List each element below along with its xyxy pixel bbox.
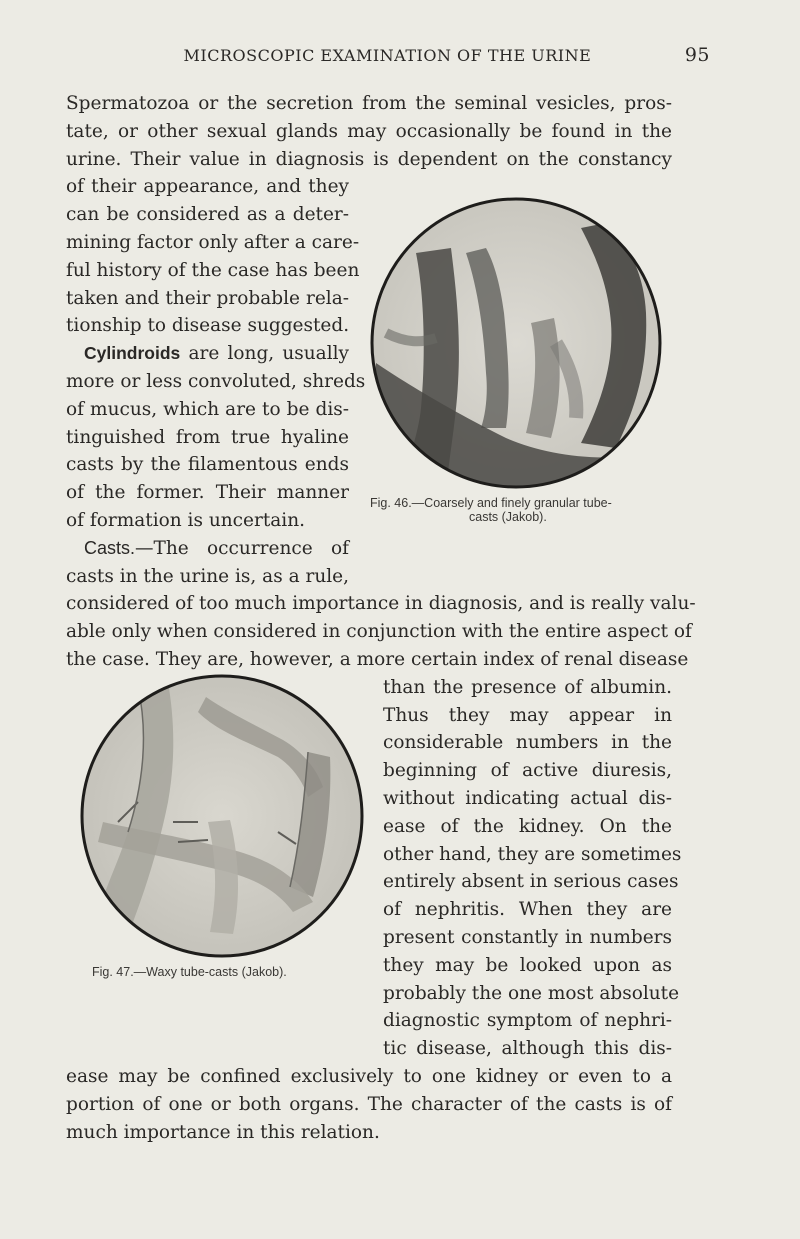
text-line: Thus they may appear in: [383, 704, 672, 726]
text-line: without indicating actual dis-: [383, 787, 672, 809]
text-line: probably the one most absolute: [383, 982, 680, 1004]
figure-46-caption-line1: Fig. 46.—Coarsely and finely granular tube-: [370, 496, 612, 510]
text-line: beginning of active diuresis,: [383, 760, 672, 782]
text-line: of nephritis. When they are: [383, 899, 672, 921]
text-line: more or less convoluted, shreds: [66, 370, 366, 392]
paragraph-spermatozoa-continued: [66, 173, 360, 340]
text-line: tic disease, although this dis-: [383, 1038, 672, 1060]
text-line: can be considered as a deter-: [66, 204, 349, 226]
text-line: Casts.—The occurrence of: [84, 537, 349, 559]
text-line: tionship to disease suggested.: [66, 315, 350, 337]
text-line: considered of too much importance in diagnosis, and is really valu-: [66, 593, 696, 615]
figure-47-caption: Fig. 47.—Waxy tube-casts (Jakob).: [92, 965, 287, 979]
text-line: able only when considered in conjunction with the entire aspect of: [66, 621, 692, 643]
text-line: ease may be confined exclusively to one kidney or even to a: [66, 1066, 672, 1087]
text-line: Cylindroids are long, usually: [84, 343, 349, 365]
paragraph-casts-end: [66, 1063, 672, 1146]
text-line: other hand, they are sometimes: [383, 843, 682, 865]
cylindroids-heading: Cylindroids: [84, 343, 181, 364]
text-line: diagnostic symptom of nephri-: [383, 1010, 672, 1032]
text-line: Spermatozoa or the secretion from the seminal vesicles, pros-: [66, 93, 672, 114]
text-line: entirely absent in serious cases: [383, 871, 679, 893]
text-line: the case. They are, however, a more certain index of renal disease: [66, 648, 689, 670]
paragraph-spermatozoa: [66, 90, 672, 173]
text-line: of formation is uncertain.: [66, 509, 306, 531]
running-header: [90, 44, 710, 66]
running-title: MICROSCOPIC EXAMINATION OF THE URINE: [183, 46, 592, 65]
text-line: present constantly in numbers: [383, 926, 672, 948]
text-line: they may be looked upon as: [383, 954, 672, 976]
text-line: considerable numbers in the: [383, 732, 672, 754]
page-number: 95: [684, 44, 710, 66]
text-line: ease of the kidney. On the: [383, 815, 672, 837]
text-line: tinguished from true hyaline: [66, 426, 349, 448]
text-line: portion of one or both organs. The character of the casts is of: [66, 1093, 672, 1115]
text-line: taken and their probable rela-: [66, 287, 349, 309]
paragraph-casts: [66, 535, 349, 591]
text-line: of mucus, which are to be dis-: [66, 398, 349, 420]
paragraph-cylindroids: [66, 340, 366, 535]
text-line: casts in the urine is, as a rule,: [66, 565, 349, 587]
figure-47-waxy-casts: [78, 672, 366, 960]
paragraph-casts-continued: [66, 590, 696, 673]
text-line: than the presence of albumin.: [383, 676, 672, 698]
text-line: tate, or other sexual glands may occasionally be found in the: [66, 120, 672, 142]
text-line: urine. Their value in diagnosis is dependent on the constancy: [66, 148, 672, 170]
figure-46-granular-casts: [366, 193, 666, 493]
text-line: of the former. Their manner: [66, 482, 349, 504]
text-line: mining factor only after a care-: [66, 231, 360, 253]
text-line: of their appearance, and they: [66, 176, 349, 198]
paragraph-casts-right-column: [383, 674, 682, 1063]
text-line: much importance in this relation.: [66, 1121, 380, 1143]
text-line: casts by the filamentous ends: [66, 454, 349, 476]
casts-heading: Casts.: [84, 537, 136, 558]
figure-46-caption-line2: casts (Jakob).: [469, 510, 547, 524]
text-line: ful history of the case has been: [66, 259, 360, 281]
